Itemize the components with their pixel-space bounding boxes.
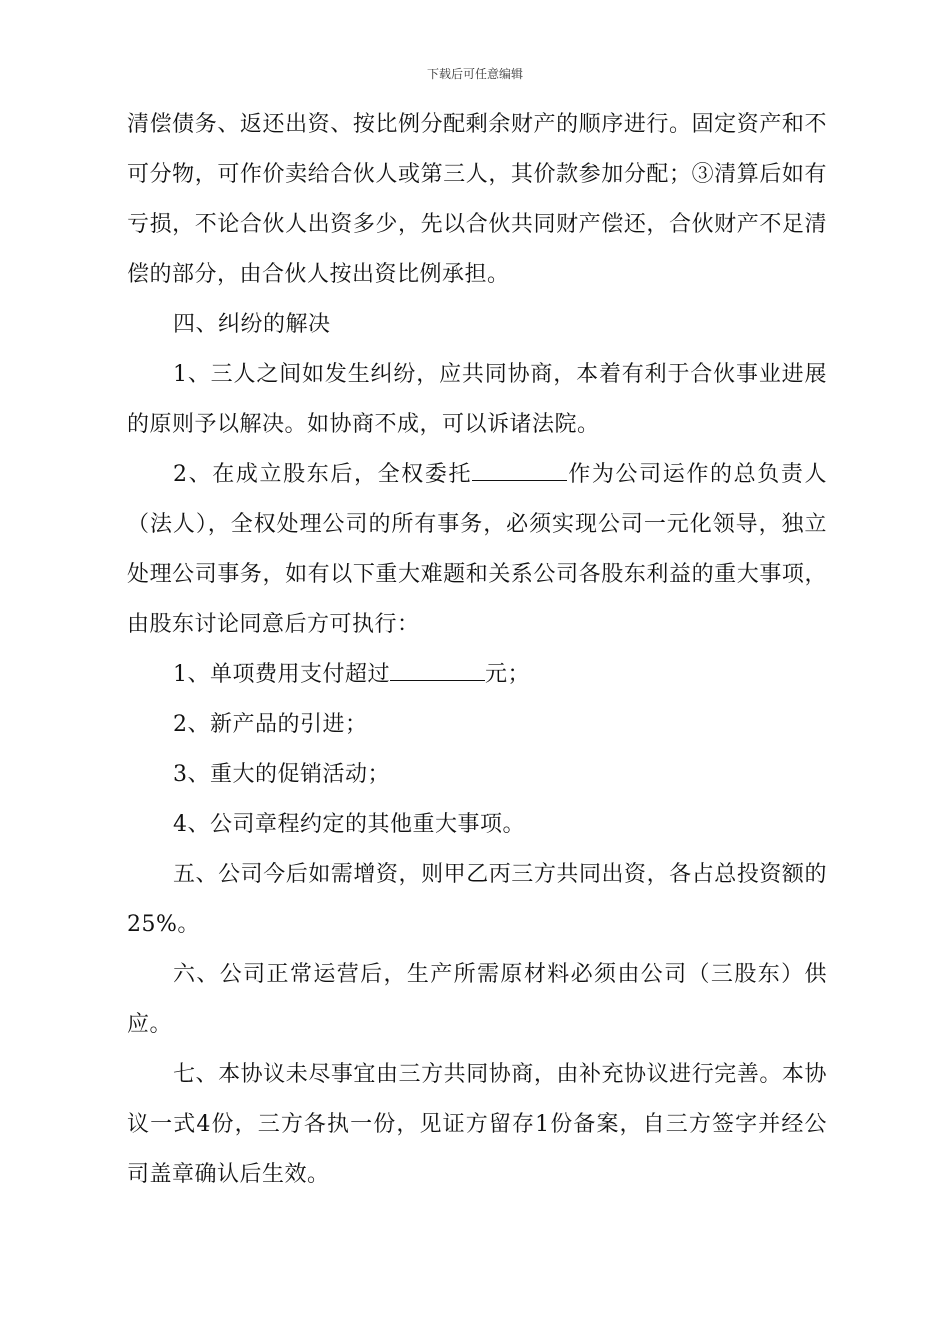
page-header: 下载后可任意编辑	[426, 67, 523, 81]
list-item-new-products: 2、新产品的引进；	[173, 712, 368, 737]
paragraph-liquidation: 清偿债务、返还出资、按比例分配剩余财产的顺序进行。固定资产和不可分物，可作价卖给合伙人或第三人，其价款参加分配；③清算后如有亏损，不论合伙人出资多少，先以合伙共同财产偿还，合伙财产不足清偿的部分，由合伙人按出资比例承担。	[127, 112, 827, 287]
document-body	[127, 100, 827, 1200]
list-item-expense-limit	[127, 650, 827, 700]
paragraph-raw-materials: 六、公司正常运营后，生产所需原材料必须由公司（三股东）供应。	[127, 962, 827, 1037]
expense-text-start: 1、单项费用支付超过	[173, 662, 390, 687]
delegation-text-start: 2、在成立股东后，全权委托	[173, 462, 473, 487]
expense-text-end: 元；	[485, 662, 531, 687]
list-item-other-matters: 4、公司章程约定的其他重大事项。	[173, 812, 525, 837]
list-item-promotions: 3、重大的促销活动；	[173, 762, 390, 787]
delegate-name-blank	[472, 454, 567, 481]
paragraph-dispute-negotiation: 1、三人之间如发生纠纷，应共同协商，本着有利于合伙事业进展的原则予以解决。如协商不成，可以诉诸法院。	[127, 362, 827, 437]
expense-amount-blank	[390, 654, 485, 681]
section-heading-disputes: 四、纠纷的解决	[173, 312, 331, 337]
paragraph-final-provisions: 七、本协议未尽事宜由三方共同协商，由补充协议进行完善。本协议一式4份，三方各执一份，见证方留存1份备案，自三方签字并经公司盖章确认后生效。	[127, 1062, 827, 1187]
paragraph-capital-increase: 五、公司今后如需增资，则甲乙丙三方共同出资，各占总投资额的25%。	[127, 862, 827, 937]
delegation-text-end: 作为公司运作的总负责人（法人），全权处理公司的所有事务，必须实现公司一元化领导，独立处理公司事务，如有以下重大难题和关系公司各股东利益的重大事项，由股东讨论同意后方可执行：	[127, 462, 827, 637]
paragraph-delegation	[127, 450, 827, 650]
